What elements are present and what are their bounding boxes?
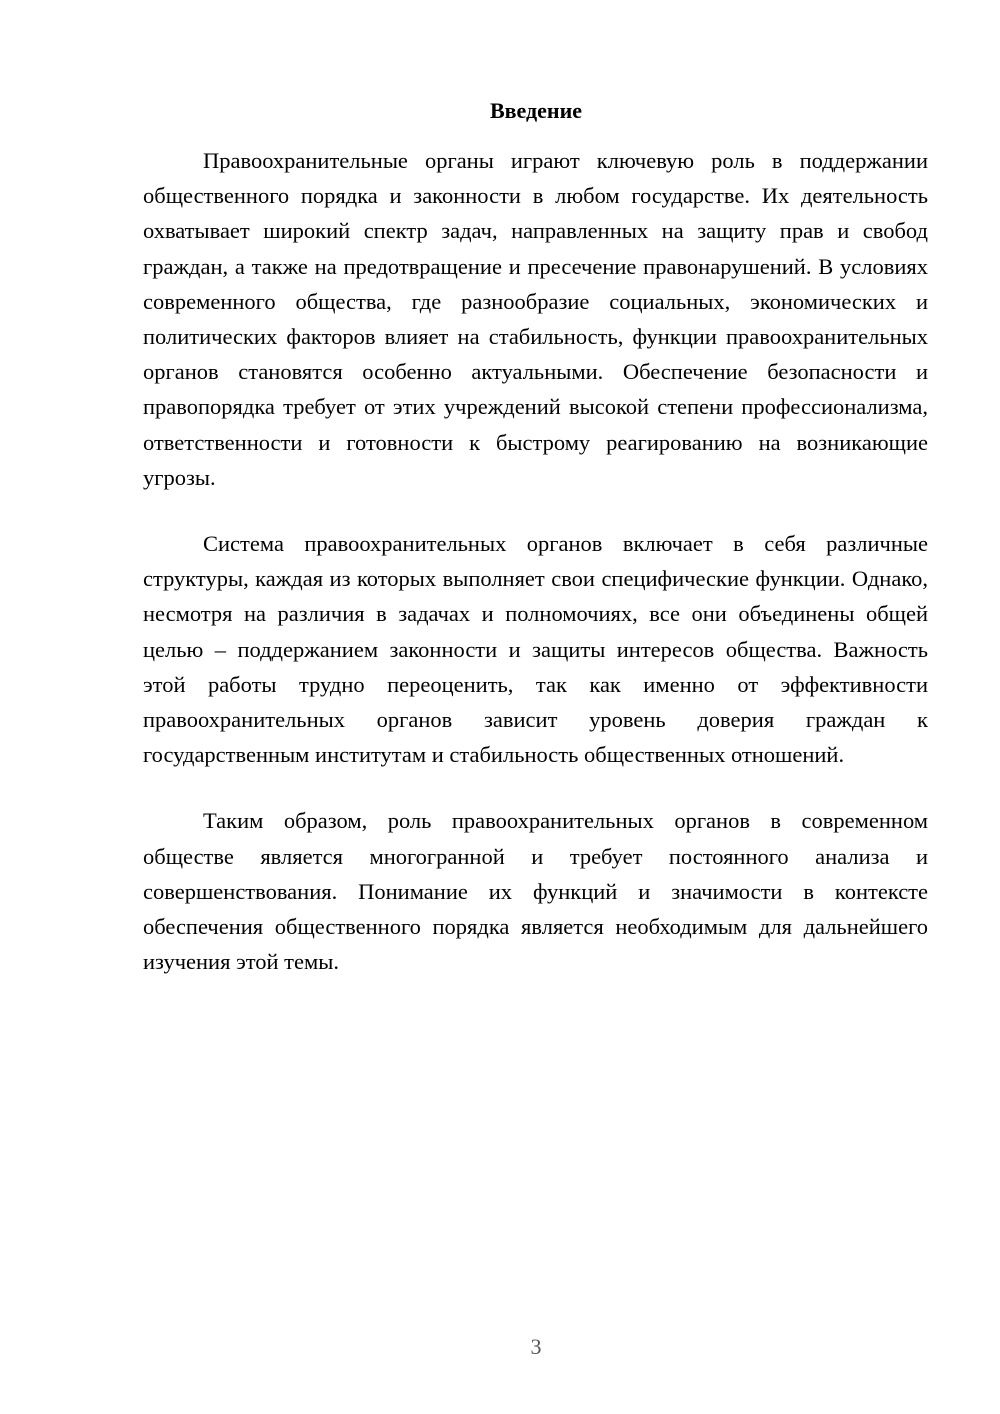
page-number: 3 [530, 1334, 542, 1359]
paragraph-3: Таким образом, роль правоохранительных органов в современном обществе является многогранной и требует постоянного анализа и совершенствования. Понимание их функций и значимости в контексте обеспечения общественного порядка является необходимым для дальнейшего изучения этой темы. [143, 808, 928, 975]
paragraph-1: Правоохранительные органы играют ключевую роль в поддержании общественного порядка и законности в любом государстве. Их деятельность охватывает широкий спектр задач, направленных на защиту прав и свобод граждан, а также на предотвращение и пресечение правонарушений. В условиях современного общества, где разнообразие социальных, экономических и политических факторов влияет на стабильность, функции правоохранительных органов становятся особенно актуальными. Обеспечение безопасности и правопорядка требует от этих учреждений высокой степени профессионализма, ответственности и готовности к быстрому реагированию на возникающие угрозы. [143, 148, 928, 490]
paragraph-2: Система правоохранительных органов включает в себя различные структуры, каждая из которых выполняет свои специфические функции. Однако, несмотря на различия в задачах и полномочиях, все они объединены общей целью – поддержанием законности и защиты интересов общества. Важность этой работы трудно переоценить, так как именно от эффективности правоохранительных органов зависит уровень доверия граждан к государственным институтам и стабильность общественных отношений. [143, 531, 928, 768]
body-text [143, 143, 928, 1010]
section-title: Введение [489, 98, 583, 123]
